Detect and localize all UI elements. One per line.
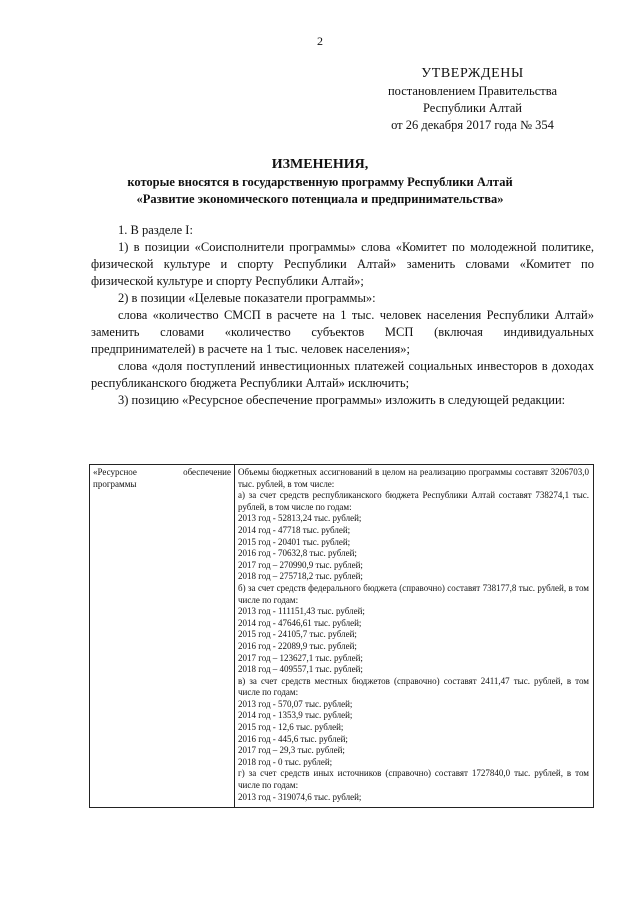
paragraph-item-3: 3) позицию «Ресурсное обеспечение программы» изложить в следующей редакции:	[118, 393, 566, 407]
table-line: 2015 год - 12,6 тыс. рублей;	[238, 722, 344, 733]
table-line: г) за счет средств иных источников (справочно) составят 1727840,0 тыс. рублей, в том числе по годам:	[238, 768, 589, 791]
approval-line-2: Республики Алтай	[423, 101, 522, 115]
table-line: Объемы бюджетных ассигнований в целом на реализацию программы составят 3206703,0 тыс. рублей, в том числе:	[238, 467, 589, 489]
table-line: 2018 год - 0 тыс. рублей;	[238, 756, 333, 767]
heading-subtitle-1: которые вносятся в государственную программу Республики Алтай	[127, 175, 513, 189]
table-row	[90, 465, 594, 808]
table-line: 2016 год - 445,6 тыс. рублей;	[238, 733, 348, 744]
table-line: 2016 год - 22089,9 тыс. рублей;	[238, 640, 357, 651]
approval-line-3: от 26 декабря 2017 года № 354	[391, 118, 554, 132]
table-line: 2018 год – 275718,2 тыс. рублей;	[238, 571, 363, 582]
table-line: 2013 год - 52813,24 тыс. рублей;	[238, 513, 362, 524]
paragraph-item-1: 1) в позиции «Соисполнители программы» слова «Комитет по молодежной политике, физической культуре и спорту Республики Алтай» заменить словами «Комитет по физической культуре и спорту Республики Алтай»;	[91, 240, 594, 288]
approval-block	[360, 64, 585, 134]
table-line: 2013 год - 319074,6 тыс. рублей;	[238, 791, 362, 802]
approval-line-1: постановлением Правительства	[387, 84, 558, 98]
table-line: 2017 год – 270990,9 тыс. рублей;	[238, 559, 363, 570]
paragraph-item-2-sub-2: слова «доля поступлений инвестиционных платежей социальных инвесторов в доходах республиканского бюджета Республики Алтай» исключить;	[91, 359, 594, 390]
paragraph-item-2: 2) в позиции «Целевые показатели программы»:	[118, 291, 376, 305]
table-line: 2014 год - 47718 тыс. рублей;	[238, 524, 351, 535]
table-line: 2016 год - 70632,8 тыс. рублей;	[238, 548, 357, 559]
paragraph-item-2-sub-1: слова «количество СМСП в расчете на 1 тыс. человек населения Республики Алтай» заменить словами «количество субъектов МСП (включая индивидуальных предпринимателей) в расчете на 1 тыс. человек населения»;	[91, 308, 594, 356]
table-line: 2017 год – 29,3 тыс. рублей;	[238, 745, 345, 756]
table-line: 2015 год - 24105,7 тыс. рублей;	[238, 629, 357, 640]
table-line: 2015 год - 20401 тыс. рублей;	[238, 536, 351, 547]
table-line: 2013 год - 570,07 тыс. рублей;	[238, 698, 353, 709]
heading-subtitle-2: «Развитие экономического потенциала и предпринимательства»	[136, 192, 504, 206]
table-line: а) за счет средств республиканского бюджета Республики Алтай составят 738274,1 тыс. рублей, в том числе по годам:	[238, 490, 589, 512]
resource-table	[89, 464, 594, 808]
document-body	[91, 222, 594, 409]
table-content-cell	[235, 465, 594, 808]
table-line: 2014 год - 1353,9 тыс. рублей;	[238, 710, 353, 721]
heading-title: ИЗМЕНЕНИЯ,	[271, 157, 369, 172]
table-label-cell: «Ресурсное обеспечение программы	[90, 465, 235, 808]
paragraph-section-1: 1. В разделе I:	[118, 223, 193, 237]
table-line: 2013 год - 111151,43 тыс. рублей;	[238, 606, 365, 617]
table-line: б) за счет средств федерального бюджета (справочно) составят 738177,8 тыс. рублей, в том числе по годам:	[238, 582, 589, 605]
document-heading	[0, 156, 640, 208]
table-line: 2014 год - 47646,61 тыс. рублей;	[238, 617, 362, 628]
page-number: 2	[317, 34, 323, 48]
table-line: 2018 год – 409557,1 тыс. рублей;	[238, 664, 363, 675]
table-line: 2017 год – 123627,1 тыс. рублей;	[238, 652, 363, 663]
approval-title: УТВЕРЖДЕНЫ	[421, 66, 524, 81]
table-line: в) за счет средств местных бюджетов (справочно) составят 2411,47 тыс. рублей, в том числе по годам:	[238, 675, 589, 698]
